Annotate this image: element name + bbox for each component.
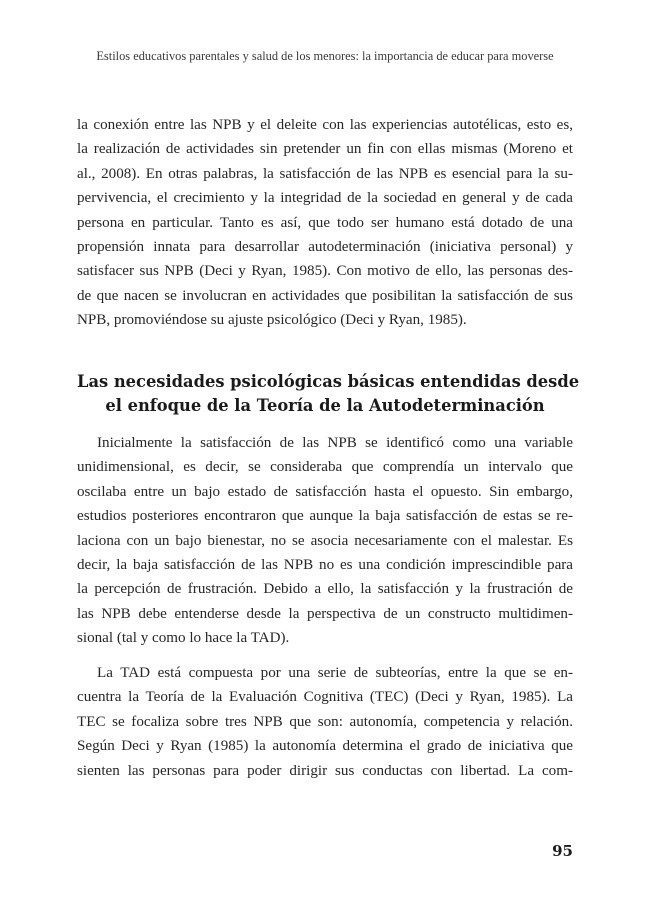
text-line: laciona con un bajo bienestar, no se asocia necesariamente con el malestar. Es [77, 532, 573, 549]
text-line: la realización de actividades sin pretender un fin con ellas mismas (Moreno et [77, 141, 573, 158]
text-line: sienten las personas para poder dirigir sus conductas con libertad. La com- [77, 762, 573, 779]
text-line: decir, la baja satisfacción de las NPB no es una condición imprescindible para [77, 556, 573, 573]
text-line: de que nacen se involucran en actividades que posibilitan la satisfacción de sus [77, 287, 573, 304]
text-line: al., 2008). En otras palabras, la satisfacción de las NPB es esencial para la su- [77, 165, 573, 182]
body-paragraph-3 [77, 661, 573, 783]
text-line: satisfacer sus NPB (Deci y Ryan, 1985). Con motivo de ello, las personas des- [77, 263, 573, 280]
text-line: Según Deci y Ryan (1985) la autonomía determina el grado de iniciativa que [77, 738, 573, 755]
text-line: propensión innata para desarrollar autodeterminación (iniciativa personal) y [77, 238, 573, 255]
text-line: La TAD está compuesta por una serie de subteorías, entre la que se en- [97, 665, 573, 681]
text-line: oscilaba entre un bajo estado de satisfacción hasta el opuesto. Sin embargo, [77, 483, 573, 500]
text-line: cuentra la Teoría de la Evaluación Cognitiva (TEC) (Deci y Ryan, 1985). La [77, 689, 573, 706]
text-line: la percepción de frustración. Debido a ello, la satisfacción y la frustración de [77, 581, 573, 598]
text-line: persona en particular. Tanto es así, que todo ser humano está dotado de una [77, 214, 573, 231]
page-number: 95 [552, 842, 573, 860]
text-line: pervivencia, el crecimiento y la integridad de la sociedad en general y de cada [77, 190, 573, 207]
text-line: las NPB debe entenderse desde la perspectiva de un constructo multidimen- [77, 605, 573, 622]
heading-line: el enfoque de la Teoría de la Autodeterminación [105, 395, 545, 415]
section-heading [77, 370, 580, 417]
text-line: estudios posteriores encontraron que aunque la baja satisfacción de estas se re- [77, 508, 573, 525]
heading-line: Las necesidades psicológicas básicas entendidas desde [77, 372, 580, 391]
text-line: sional (tal y como lo hace la TAD). [77, 630, 290, 647]
text-line: la conexión entre las NPB y el deleite con las experiencias autotélicas, esto es, [77, 117, 573, 133]
text-line: unidimensional, es decir, se consideraba que comprendía un intervalo que [77, 459, 573, 476]
text-line: NPB, promoviéndose su ajuste psicológico (Deci y Ryan, 1985). [77, 312, 467, 329]
text-line: Inicialmente la satisfacción de las NPB se identificó como una variable [97, 435, 573, 451]
body-paragraph-1 [77, 113, 573, 333]
running-header: Estilos educativos parentales y salud de los menores: la importancia de educar para moverse [96, 49, 554, 63]
body-paragraph-2 [77, 431, 573, 651]
text-line: TEC se focaliza sobre tres NPB que son: autonomía, competencia y relación. [77, 713, 573, 730]
